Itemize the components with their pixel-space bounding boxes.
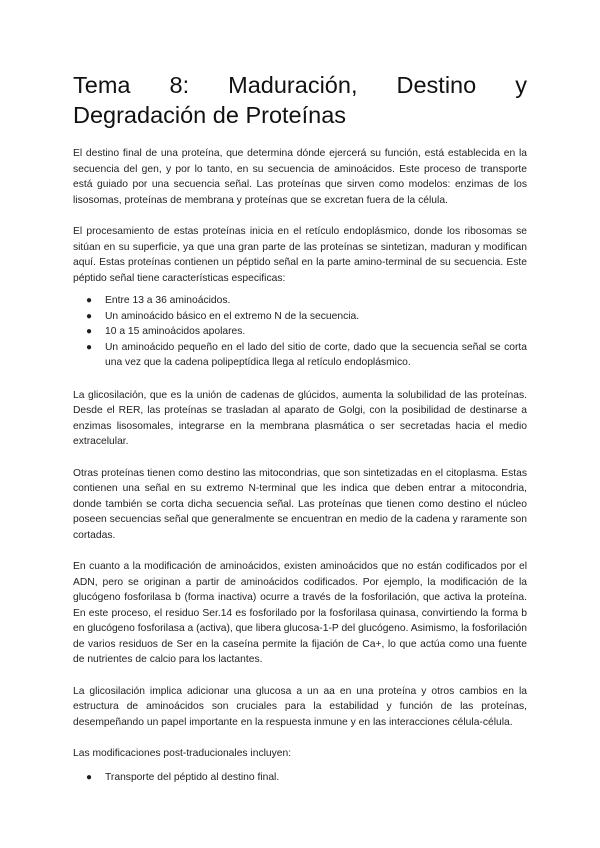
paragraph-processing: El procesamiento de estas proteínas inicia en el retículo endoplásmico, donde los ribosomas se sitúan en su superficie, ya que una gran parte de las proteínas se sintetizan, maduran y modifican aquí. Estas proteínas contienen un péptido señal en la parte amino-terminal de su secuencia. Este péptido señal tiene características especificas: [73,226,527,284]
bullet-icon: ● [86,295,93,306]
bullet-icon: ● [86,341,93,353]
bullet-icon: ● [86,310,93,322]
paragraph-mitochondria: Otras proteínas tienen como destino las mitocondrias, que son sintetizadas en el citoplasma. Estas contienen una señal en su extremo N-terminal que les indica que deben entrar a mitocondria, donde también se corta dicha secuencia señal. Las proteínas que tienen como destino el núcleo poseen secuencias señal que generalmente se encuentran en medio de la cadena y raramente son cortadas. [73,467,527,541]
paragraph-aminoacid-modification: En cuanto a la modificación de aminoácidos, existen aminoácidos que no están codificados por el ADN, pero se originan a partir de aminoácidos codificados. Por ejemplo, la modificación de la glucógeno fosforilasa b (forma inactiva) ocurre a través de la fosforilación, que activa la proteína. En este proceso, el residuo Ser.14 es fosforilado por la fosforilasa quinasa, convirtiendo la forma b en glucógeno fosforilasa a (activa), que libera glucosa-1-P del glucógeno. Asimismo, la fosforilación de varios residuos de Ser en la caseína permite la fijación de Ca+, lo que actúa como una fuente de nutrientes de calcio para los lactantes. [73,561,527,665]
list-item: ● Un aminoácido pequeño en el lado del sitio de corte, dado que la secuencia señal se corta una vez que la cadena polipeptídica llega al retículo endoplásmico. [86,341,527,368]
paragraph-intro: El destino final de una proteína, que determina dónde ejercerá su función, está establecida en la secuencia del gen, y por lo tanto, en su secuencia de aminoácidos. Este proceso de transporte está guiado por una secuencia señal. Las proteínas que sirven como modelos: enzimas de los lisosomas, proteínas de membrana y proteínas que se excretan fuera de la célula. [73,148,527,206]
paragraph-glycosylation: La glicosilación, que es la unión de cadenas de glúcidos, aumenta la solubilidad de las proteínas. Desde el RER, las proteínas se trasladan al aparato de Golgi, con la posibilidad de destinarse a enzimas lisosomales, integrarse en la membrana plasmática o ser secretadas hacia el medio extracelular. [73,389,527,447]
ptm-list [73,770,527,786]
paragraph-ptm-intro: Las modificaciones post-traducionales incluyen: [73,748,292,759]
document-title: Tema 8: Maduración, Destino y Degradación de Proteínas [73,72,527,128]
list-item: ● 10 a 15 aminoácidos apolares. [73,324,527,340]
list-item: ● Un aminoácido básico en el extremo N de la secuencia. [73,309,527,325]
bullet-icon: ● [86,326,93,337]
list-item: ● Entre 13 a 36 aminoácidos. [73,293,527,309]
bullet-icon: ● [86,771,93,783]
document-page [73,70,527,802]
list-item: ● Transporte del péptido al destino final. [73,770,527,786]
paragraph-glycosylation-role: La glicosilación implica adicionar una glucosa a un aa en una proteína y otros cambios en la estructura de aminoácidos son cruciales para la estabilidad y función de las proteínas, desempeñando un papel importante en la respuesta inmune y en las interacciones célula-célula. [73,685,527,728]
signal-peptide-list [73,293,527,371]
